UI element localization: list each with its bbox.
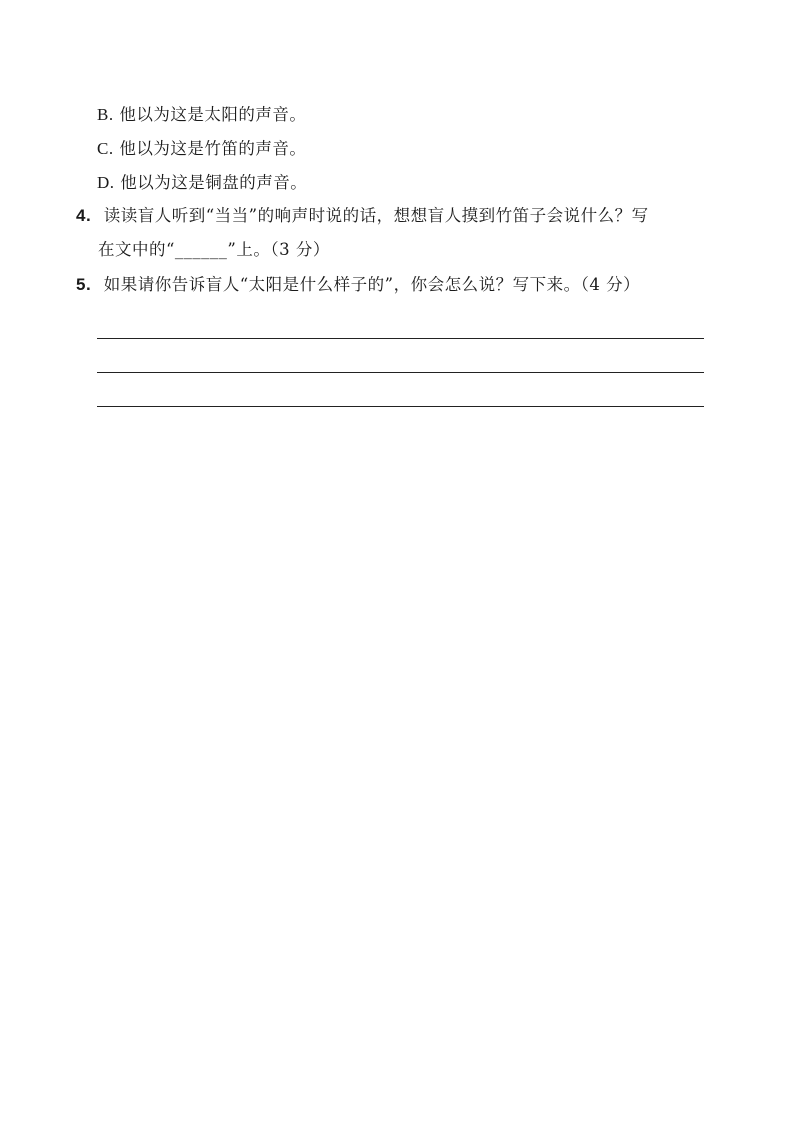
option-label: D. bbox=[97, 173, 115, 192]
option-label: B. bbox=[97, 105, 114, 124]
option-text: 他以为这是太阳的声音。 bbox=[119, 105, 307, 124]
question-4 bbox=[76, 205, 649, 227]
question-number: 4. bbox=[76, 206, 92, 225]
question-text: 读读盲人听到“当当”的响声时说的话，想想盲人摸到竹笛子会说什么？写 bbox=[103, 206, 649, 225]
option-b bbox=[97, 104, 306, 126]
question-5 bbox=[76, 274, 640, 296]
answer-line[interactable] bbox=[97, 338, 704, 339]
question-number: 5. bbox=[76, 275, 92, 294]
option-c bbox=[97, 138, 306, 160]
question-text: 在文中的“______”上。（3 分） bbox=[98, 240, 330, 259]
option-label: C. bbox=[97, 139, 114, 158]
option-text: 他以为这是铜盘的声音。 bbox=[120, 173, 308, 192]
answer-line[interactable] bbox=[97, 406, 704, 407]
answer-line[interactable] bbox=[97, 372, 704, 373]
option-d bbox=[97, 172, 307, 194]
question-4-continued bbox=[98, 239, 330, 261]
question-text: 如果请你告诉盲人“太阳是什么样子的”，你会怎么说？写下来。（4 分） bbox=[103, 275, 641, 294]
option-text: 他以为这是竹笛的声音。 bbox=[119, 139, 307, 158]
